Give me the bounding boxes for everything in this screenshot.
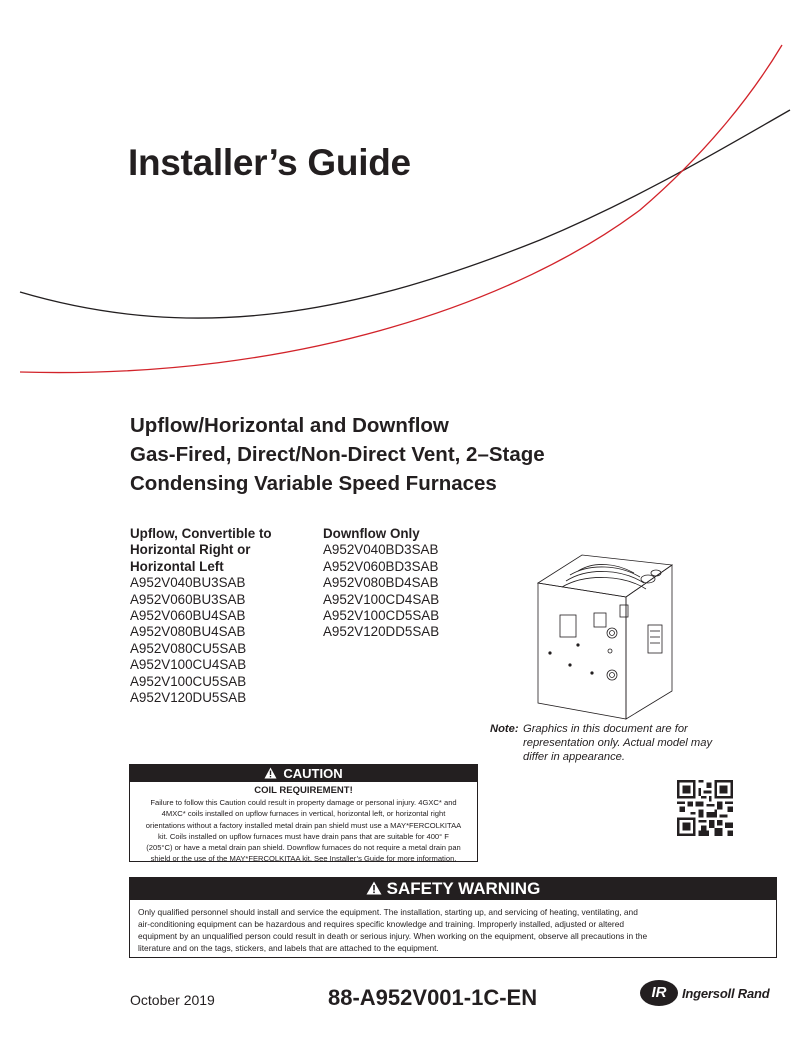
safety-warning-box [129,877,777,958]
logo-mark-text: IR [651,984,667,1001]
upflow-models-list [130,526,272,706]
subtitle-line: Gas-Fired, Direct/Non-Direct Vent, 2–Stage [130,443,545,466]
model-number: A952V040BU3SAB [130,575,246,591]
upflow-heading: Upflow, Convertible to [130,526,272,541]
furnace-illustration [530,553,680,721]
safety-title: SAFETY WARNING [386,879,541,898]
safety-header [130,878,776,900]
caution-body [130,796,477,865]
subtitle-line: Upflow/Horizontal and Downflow [130,414,449,437]
publication-date: October 2019 [130,992,215,1008]
safety-body [130,900,776,954]
model-number: A952V060BU4SAB [130,608,246,624]
document-number: 88-A952V001-1C-EN [328,985,538,1010]
note-label: Note: [490,723,519,735]
caution-line: shield or the use of the MAY*FERCOLKITAA kit. See Installer’s Guide for more information. [150,854,457,864]
model-number: A952V080BU4SAB [130,624,246,640]
safety-line: air-conditioning equipment can be hazardous and requires specific knowledge and training. Improperly installed, adjusted or altered [138,919,625,929]
model-number: A952V080CU5SAB [130,640,247,656]
downflow-heading: Downflow Only [323,526,420,541]
caution-subtitle: COIL REQUIREMENT! [254,785,353,796]
upflow-heading: Horizontal Left [130,558,224,574]
model-number: A952V080BD4SAB [323,575,439,591]
model-number: A952V120DD5SAB [323,624,440,640]
warning-triangle-icon [264,767,277,779]
page-title: Installer’s Guide [128,142,411,183]
caution-box [129,764,478,862]
safety-line: Only qualified personnel should install and service the equipment. The installation, starting up, and servicing of heating, ventilating, and [138,907,638,917]
red-swoosh-line [20,45,782,373]
caution-line: (205°C) or have a metal drain pan shield. Downflow furnaces do not require a metal drain pan [146,843,461,853]
model-number: A952V100CD5SAB [323,608,440,624]
ingersoll-rand-logo [640,980,770,1006]
logo-text: Ingersoll Rand [682,985,770,1001]
model-number: A952V060BU3SAB [130,591,246,607]
caution-line: kit. Coils installed on upflow furnaces must have drain pans that are suitable for 400° F [158,831,449,841]
downflow-models-list [323,526,439,641]
model-number: A952V040BD3SAB [323,542,439,558]
caution-line: 4MXC* coils installed on upflow furnaces in vertical, horizontal left, or horizontal right [161,809,446,819]
logo-mark [640,980,678,1006]
caution-line: orientations without a factory installed metal drain pan shield must use a MAY*FERCOLKITAA [145,820,462,830]
safety-line: equipment by an unqualified person could result in death or serious injury. When working on the equipment, observe all precautions in the [138,931,648,941]
note-text: Graphics in this document are for representation only. Actual model may differ in appearance. [523,723,713,763]
safety-line: literature and on the tags, stickers, and labels that are attached to the equipment. [138,943,439,953]
upflow-heading: Horizontal Right or [130,542,251,558]
product-subtitle [130,411,545,498]
model-number: A952V120DU5SAB [130,690,247,706]
warning-triangle-icon [366,881,382,895]
model-number: A952V100CU5SAB [130,673,247,689]
model-number: A952V100CD4SAB [323,591,440,607]
model-number: A952V100CU4SAB [130,657,247,673]
caution-title: CAUTION [283,766,343,781]
subtitle-line: Condensing Variable Speed Furnaces [130,472,497,495]
caution-header [130,765,477,782]
caution-line: Failure to follow this Caution could result in property damage or personal injury. 4GXC* and [150,798,457,807]
note [490,722,740,764]
qr-code [677,780,733,836]
model-number: A952V060BD3SAB [323,558,439,574]
